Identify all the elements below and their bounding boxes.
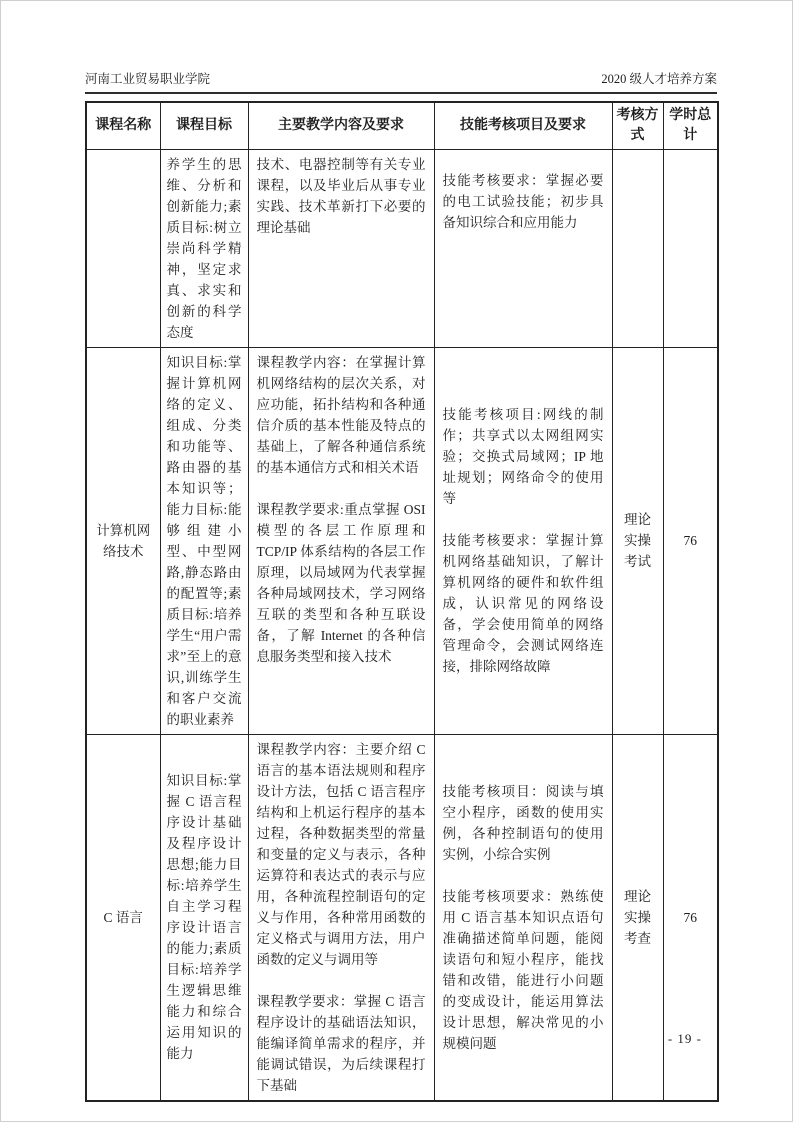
col-header-course-name: 课程名称 [86, 102, 160, 149]
table-header-row [86, 102, 718, 149]
teaching-content-cell [248, 149, 434, 347]
assessment-method-cell [612, 149, 663, 347]
skill-assessment-text: 技能考核要求：掌握计算机网络基础知识，了解计算机网络的硬件和软件组成，认识常见的网络设备，学会使用简单的网络管理命令，会测试网络连接，排除网络故障 [442, 533, 604, 674]
skill-assessment-cell [434, 347, 612, 734]
header-school-name: 河南工业贸易职业学院 [85, 72, 211, 86]
objectives-text: 养学生的思维、分析和创新能力;素质目标:树立崇尚科学精神，坚定求真、求实和创新的科学态度 [166, 156, 242, 340]
objectives-cell [160, 149, 248, 347]
teaching-content-text: 课程教学要求:重点掌握 OSI 模型的各层工作原理和 TCP/IP 体系结构的各层工作原理，以局域网为代表掌握各种局域网技术，学习网络互联的类型和各种互联设备，了解 Internet 的各种信息服务类型和接入技术 [256, 501, 426, 664]
col-header-skill-assessment: 技能考核项目及要求 [434, 102, 612, 149]
table-row [86, 347, 718, 734]
teaching-content-cell [248, 347, 434, 734]
skill-assessment-text: 技能考核项目:网线的制作；共享式以太网组网实验；交换式局域网；IP 地址规划；网络命令的使用等 [442, 407, 604, 506]
teaching-content-text: 技术、电器控制等有关专业课程，以及毕业后从事专业实践、技术革新打下必要的理论基础 [256, 156, 426, 235]
assessment-method-cell: 理论实操考查 [612, 734, 663, 1101]
curriculum-table [85, 101, 719, 1102]
teaching-content-text: 课程教学内容：主要介绍 C 语言的基本语法规则和程序设计方法，包括 C 语言程序结构和上机运行程序的基本过程，各种数据类型的常量和变量的定义与表示，各种运算符和表达式的表示与应用，各种流程控制语句的定义与作用，各种常用函数的定义格式与调用方法，用户函数的定义与调用等 [256, 741, 426, 967]
course-name-cell: 计算机网络技术 [86, 347, 160, 734]
skill-assessment-text: 技能考核项目：阅读与填空小程序，函数的使用实例，各种控制语句的使用实例，小综合实例 [442, 783, 604, 862]
col-header-assessment-method: 考核方式 [612, 102, 663, 149]
col-header-teaching-content: 主要教学内容及要求 [248, 102, 434, 149]
assessment-method-cell: 理论实操考试 [612, 347, 663, 734]
course-name-cell [86, 149, 160, 347]
teaching-content-text: 课程教学要求：掌握 C 语言程序设计的基础语法知识，能编译简单需求的程序，并能调试错误，为后续课程打下基础 [256, 993, 426, 1093]
teaching-content-text: 课程教学内容：在掌握计算机网络结构的层次关系，对应功能，拓扑结构和各种通信介质的基本性能及特点的基础上，了解各种通信系统的基本通信方式和相关术语 [256, 354, 426, 475]
course-name-cell: C 语言 [86, 734, 160, 1101]
document-header [85, 69, 717, 94]
col-header-objectives: 课程目标 [160, 102, 248, 149]
table-row [86, 734, 718, 1101]
objectives-text: 知识目标:掌握计算机网络的定义、组成、分类和功能等、路由器的基本知识等；能力目标:能够组建小型、中型网路,静态路由的配置等;素质目标:培养学生“用户需求”至上的意识,训练学生和客户交流的职业素养 [166, 354, 242, 727]
col-header-total-hours: 学时总计 [663, 102, 718, 149]
skill-assessment-text: 技能考核要求：掌握必要的电工试验技能；初步具备知识综合和应用能力 [442, 172, 604, 230]
skill-assessment-cell [434, 149, 612, 347]
header-plan-title: 2020 级人才培养方案 [601, 72, 717, 86]
table-row [86, 149, 718, 347]
total-hours-cell: 76 [663, 734, 718, 1101]
skill-assessment-cell [434, 734, 612, 1101]
objectives-cell [160, 347, 248, 734]
objectives-cell [160, 734, 248, 1101]
total-hours-cell [663, 149, 718, 347]
page-content [85, 1, 717, 1102]
page-number: - 19 - [667, 1031, 702, 1046]
skill-assessment-text: 技能考核项要求：熟练使用 C 语言基本知识点语句准确描述简单问题，能阅读语句和短小程序，能找错和改错，能进行小问题的变成设计，能运用算法设计思想，解决常见的小规模问题 [442, 888, 604, 1051]
objectives-text: 知识目标:掌握 C 语言程序设计基础及程序设计思想;能力目标:培养学生自主学习程序设计语言的能力;素质目标:培养学生逻辑思维能力和综合运用知识的能力 [166, 773, 242, 1061]
teaching-content-cell [248, 734, 434, 1101]
total-hours-cell: 76 [663, 347, 718, 734]
